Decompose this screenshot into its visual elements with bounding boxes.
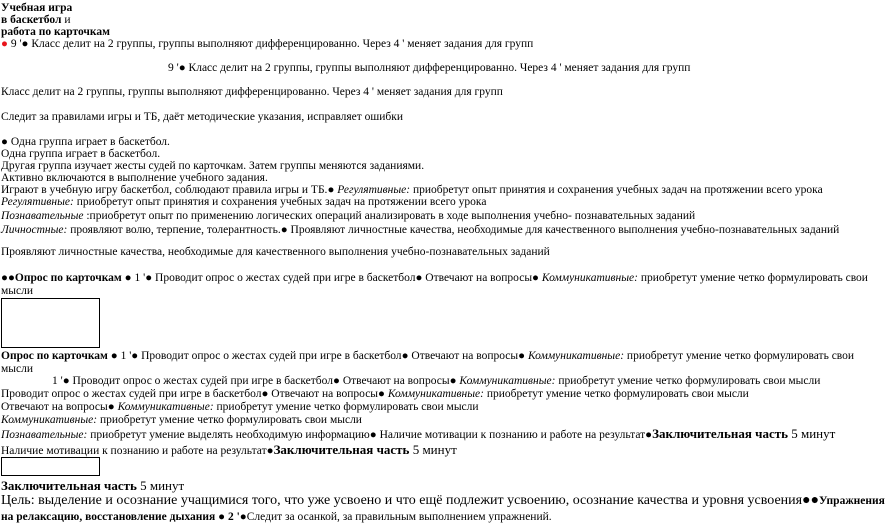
row-other-group: Другая группа изучает жесты судей по карточкам. Затем группы меняются заданиями. bbox=[1, 160, 425, 172]
answers-text: Отвечают на вопросы bbox=[408, 350, 519, 362]
row-info bbox=[1, 428, 835, 442]
communicative-label: Коммуникативные: bbox=[1, 414, 98, 426]
bullet-icon: ● bbox=[802, 493, 811, 508]
row-survey-1-cont: мысли bbox=[1, 285, 34, 297]
duration: 9 ' bbox=[7, 38, 22, 50]
communicative-text: приобретут умение четко формулировать свои bbox=[637, 272, 868, 284]
bullet-icon: ● bbox=[21, 38, 29, 50]
cognitive-text: :приобретут опыт по применению логических операций анализировать в ходе выполнения учебно- познавательных заданий bbox=[83, 210, 696, 222]
duration: 9 ' bbox=[168, 62, 179, 74]
groups-text: Класс делит на 2 группы, группы выполняют дифференцированно. Через 4 ' меняет задания для групп bbox=[28, 38, 534, 50]
duration: 2 ' bbox=[225, 511, 240, 523]
regulative-text: приобретут опыт принятия и сохранения учебных задач на протяжении всего урока bbox=[410, 184, 823, 196]
bullet-icon: ● bbox=[378, 388, 385, 400]
title-and: и bbox=[61, 14, 71, 26]
image-placeholder bbox=[1, 457, 100, 476]
posture-text: Следит за осанкой, за правильным выполнением упражнений. bbox=[246, 511, 552, 523]
bullet-icon: ● bbox=[532, 272, 539, 284]
survey-text: Проводит опрос о жестах судей при игре в баскетбол bbox=[152, 272, 416, 284]
row-personal bbox=[1, 224, 839, 237]
play-text: Играют в учебную игру баскетбол, соблюдают правила игры и ТБ. bbox=[1, 184, 328, 196]
relaxation-label: на релаксацию, восстановление дыхания bbox=[1, 511, 216, 523]
row-groups-3: Класс делит на 2 группы, группы выполняют дифференцированно. Через 4 ' меняет задания для групп bbox=[1, 86, 503, 98]
one-group-text: Одна группа играет в баскетбол. bbox=[7, 136, 170, 148]
bullet-icon: ● bbox=[261, 388, 269, 400]
survey-text: Проводит опрос о жестах судей при игре в баскетбол bbox=[69, 375, 333, 387]
final-part-duration: 5 минут bbox=[788, 426, 836, 441]
communicative-text: приобретут умение четко формулировать свои мысли bbox=[213, 401, 479, 413]
bullet-icon: ● bbox=[131, 350, 139, 362]
duration: 1 ' bbox=[131, 272, 146, 284]
cognitive-label: Познавательные: bbox=[1, 429, 88, 441]
survey-heading: Опрос по карточкам bbox=[14, 272, 122, 284]
survey-heading: Опрос по карточкам bbox=[1, 350, 108, 362]
bullet-icon: ● bbox=[178, 62, 186, 74]
answers-text: Отвечают на вопросы bbox=[1, 401, 108, 413]
motivation-text: Наличие мотивации к познанию и работе на результат bbox=[376, 429, 646, 441]
personal-label: Личностные: bbox=[1, 224, 68, 236]
bullet-icon: ● bbox=[110, 350, 118, 362]
row-communicative bbox=[1, 414, 362, 427]
row-motivation bbox=[1, 444, 457, 458]
survey-text: Проводит опрос о жестах судей при игре в баскетбол bbox=[1, 388, 262, 400]
row-qualities: Проявляют личностные качества, необходимые для качественного выполнения учебно-познавательных заданий bbox=[1, 246, 550, 258]
row-final bbox=[1, 480, 184, 494]
title-basketball: в баскетбол bbox=[1, 14, 62, 26]
info-text: приобретут умение выделять необходимую информацию bbox=[87, 429, 370, 441]
bullet-icon: ● bbox=[107, 401, 115, 413]
row-relax bbox=[1, 511, 552, 524]
groups-text: Класс делит на 2 группы, группы выполняют дифференцированно. Через 4 ' меняет задания для групп bbox=[185, 62, 691, 74]
row-survey-1 bbox=[1, 272, 868, 285]
bullet-icon: ● bbox=[218, 511, 226, 523]
cognitive-label: Познавательные bbox=[1, 210, 84, 222]
row-rules: Следит за правилами игры и ТБ, даёт методические указания, исправляет ошибки bbox=[1, 111, 403, 123]
bullet-icon: ● bbox=[645, 429, 653, 441]
row-groups-2 bbox=[168, 62, 690, 75]
row-regulative bbox=[1, 196, 486, 209]
final-part-heading: Заключительная часть bbox=[1, 478, 137, 493]
title-line-2 bbox=[1, 14, 70, 27]
duration: 1 ' bbox=[52, 375, 63, 387]
bullet-icon: ● bbox=[449, 375, 457, 387]
bullet-icon: ● bbox=[518, 350, 526, 362]
regulative-text: приобретут опыт принятия и сохранения учебных задач на протяжении всего урока bbox=[73, 196, 487, 208]
title-line-3: работа по карточкам bbox=[1, 26, 110, 38]
row-goal bbox=[1, 495, 885, 508]
title-line-1: Учебная игра bbox=[1, 2, 73, 14]
communicative-label: Коммуникативные: bbox=[525, 350, 625, 362]
bullet-icon: ● bbox=[124, 272, 132, 284]
bullet-icon: ● bbox=[1, 272, 8, 284]
bullet-icon: ● bbox=[327, 184, 335, 196]
bullet-icon: ● bbox=[332, 375, 340, 387]
answers-text: Отвечают на вопросы bbox=[339, 375, 450, 387]
bullet-icon: ● bbox=[1, 136, 8, 148]
answers-text: Отвечают на вопросы bbox=[422, 272, 533, 284]
personal-qualities-text: Проявляют личностные качества, необходимые для качественного выполнения учебно-познавательных заданий bbox=[287, 224, 840, 236]
row-answers bbox=[1, 401, 479, 414]
communicative-text: приобретут умение четко формулировать свои bbox=[624, 350, 855, 362]
duration: 1 ' bbox=[117, 350, 132, 362]
final-part-duration: 5 минут bbox=[409, 442, 457, 457]
bullet-icon: ● bbox=[415, 272, 423, 284]
row-survey-3 bbox=[52, 375, 820, 388]
bullet-icon: ● bbox=[1, 38, 8, 50]
survey-text: Проводит опрос о жестах судей при игре в баскетбол bbox=[138, 350, 402, 362]
communicative-label: Коммуникативные: bbox=[114, 401, 214, 413]
row-active: Активно включаются в выполнение учебного задания. bbox=[1, 172, 268, 184]
bullet-icon: ● bbox=[7, 272, 15, 284]
row-cognitive bbox=[1, 210, 695, 223]
personal-text: проявляют волю, терпение, толерантность. bbox=[67, 224, 281, 236]
bullet-icon: ● bbox=[369, 429, 377, 441]
communicative-text: приобретут умение четко формулировать свои мысли bbox=[555, 375, 821, 387]
regulative-label: Регулятивные: bbox=[334, 184, 411, 196]
final-part-heading: Заключительная часть bbox=[652, 426, 788, 441]
bullet-icon: ● bbox=[810, 493, 820, 508]
row-one-group-1 bbox=[1, 136, 170, 149]
bullet-icon: ● bbox=[239, 511, 247, 523]
regulative-label: Регулятивные: bbox=[1, 196, 74, 208]
row-groups-1 bbox=[1, 38, 533, 51]
row-survey-2-cont: мысли bbox=[1, 363, 34, 375]
row-survey-2 bbox=[1, 350, 854, 363]
exercises-label: Упражнения bbox=[819, 495, 885, 507]
image-placeholder bbox=[1, 298, 100, 348]
bullet-icon: ● bbox=[62, 375, 70, 387]
bullet-icon: ● bbox=[401, 350, 409, 362]
bullet-icon: ● bbox=[145, 272, 153, 284]
communicative-text: приобретут умение четко формулировать свои мысли bbox=[97, 414, 362, 426]
communicative-label: Коммуникативные: bbox=[384, 388, 484, 400]
goal-text: Цель: выделение и осознание учащимися того, что уже усвоено и что ещё подлежит усвоению, осознание качества и уровня усвоения bbox=[1, 493, 803, 508]
final-part-duration: 5 минут bbox=[136, 478, 185, 493]
communicative-label: Коммуникативные: bbox=[539, 272, 638, 284]
bullet-icon: ● bbox=[266, 445, 274, 457]
row-one-group-2: Одна группа играет в баскетбол. bbox=[1, 148, 161, 160]
bullet-icon: ● bbox=[280, 224, 288, 236]
final-part-heading: Заключительная часть bbox=[273, 442, 410, 457]
row-survey-4 bbox=[1, 388, 749, 401]
answers-text: Отвечают на вопросы bbox=[268, 388, 379, 400]
row-play bbox=[1, 184, 823, 197]
communicative-text: приобретут умение четко формулировать свои мысли bbox=[483, 388, 749, 400]
communicative-label: Коммуникативные: bbox=[456, 375, 556, 387]
motivation-text: Наличие мотивации к познанию и работе на результат bbox=[1, 445, 267, 457]
